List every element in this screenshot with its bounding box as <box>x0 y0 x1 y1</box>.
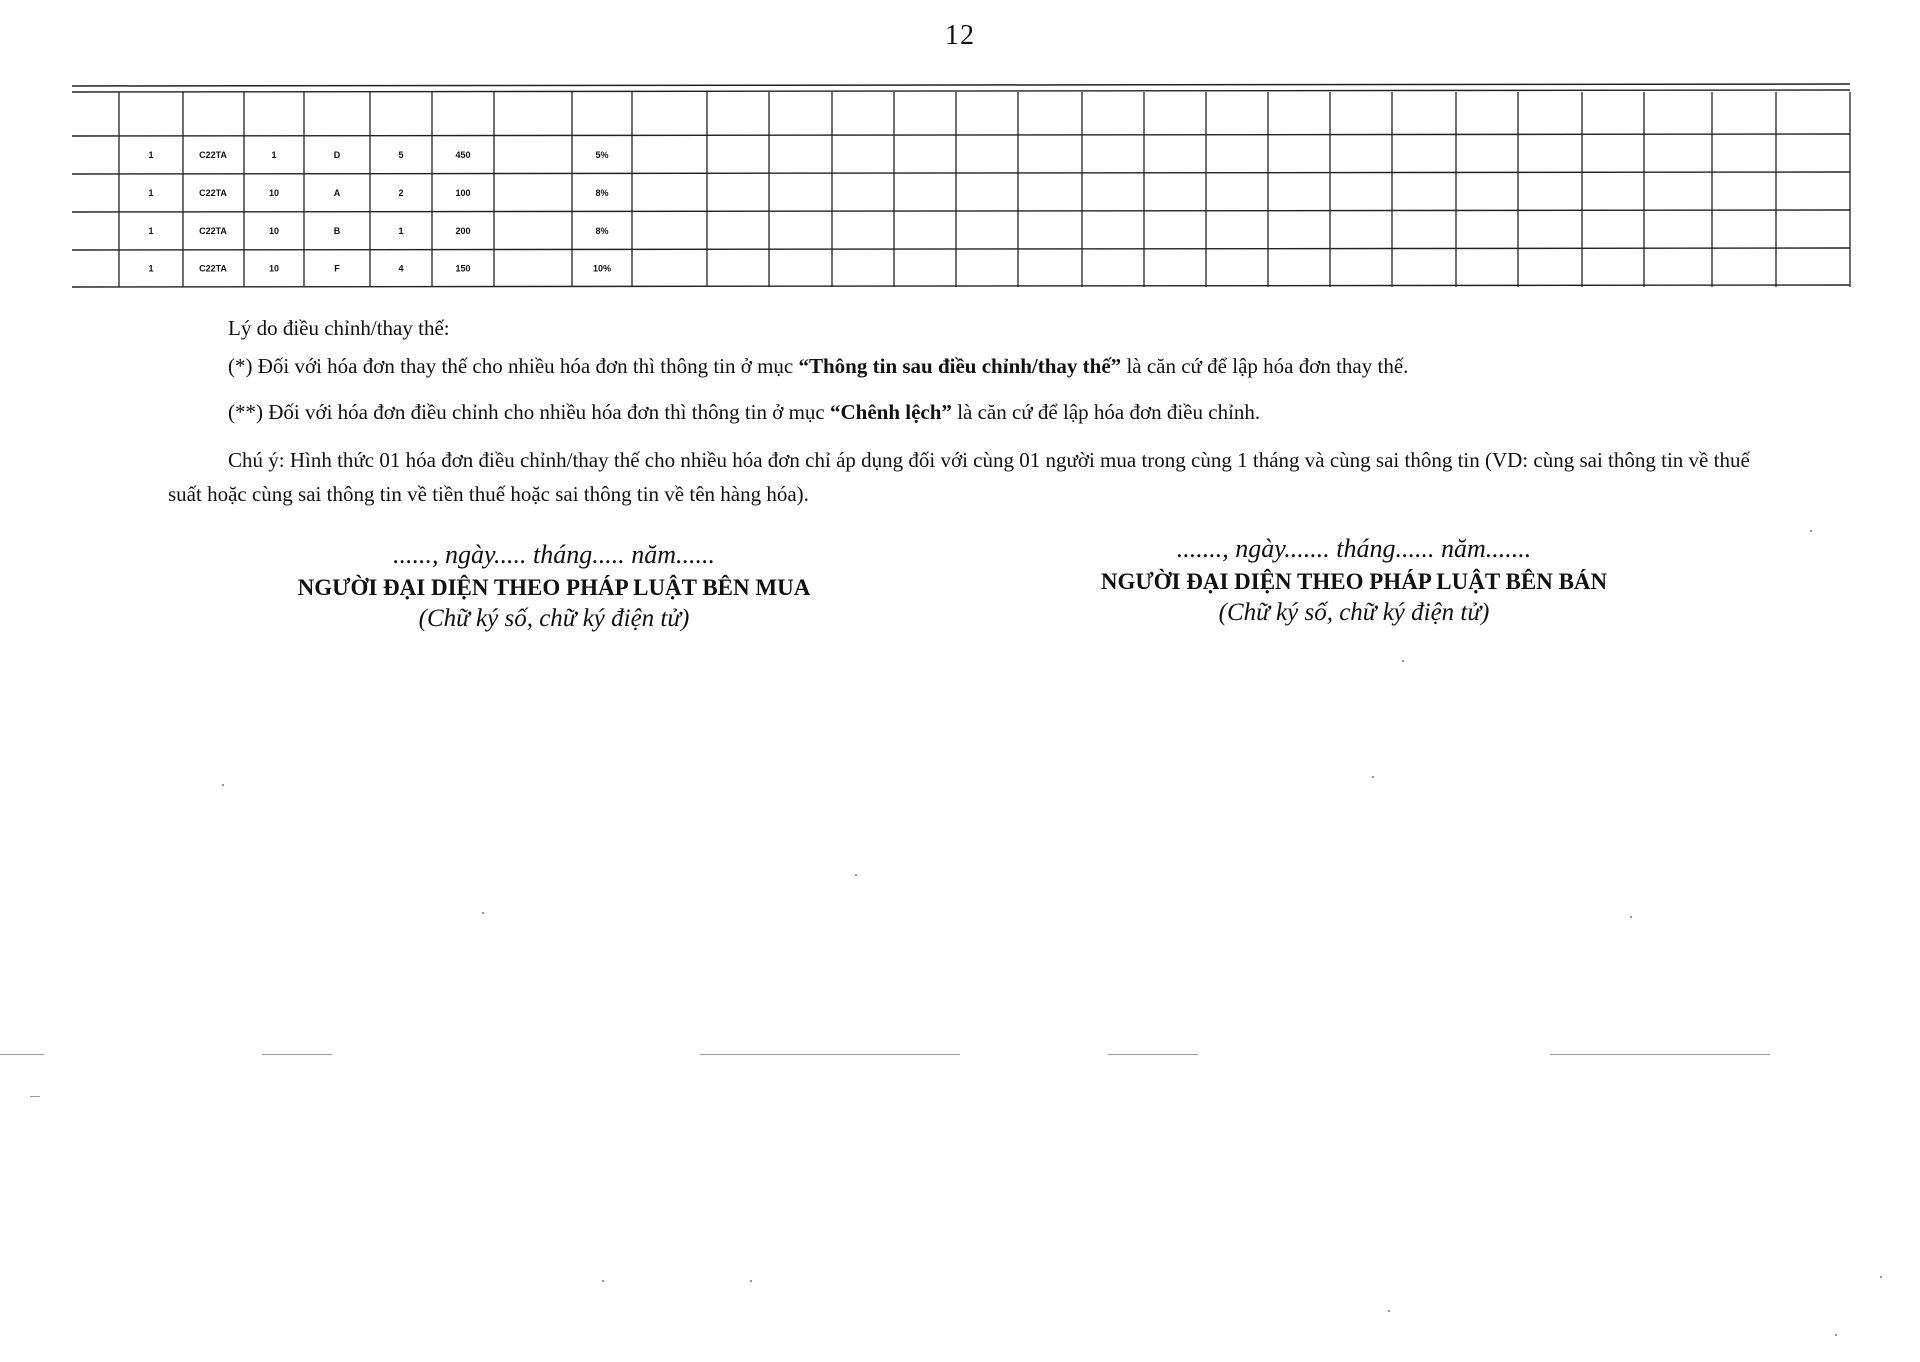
scan-artifact <box>262 1054 332 1055</box>
seller-date-line: ......., ngày....... tháng...... năm....... <box>1176 534 1532 563</box>
table-cell-c6: 150 <box>455 263 471 274</box>
scan-artifact <box>1550 1054 1770 1055</box>
seller-signature-type: (Chữ ký số, chữ ký điện tử) <box>1218 599 1490 626</box>
table-cell-c3: 10 <box>268 188 280 198</box>
scan-artifact <box>1388 1310 1390 1312</box>
table-cell-c3: 10 <box>268 226 280 236</box>
table-cell-c4: D <box>333 150 341 160</box>
table-top-border <box>72 84 1850 86</box>
scan-artifact <box>750 1280 752 1282</box>
table-cell-c1: 1 <box>148 263 154 274</box>
replacement-note-suffix: là căn cứ để lập hóa đơn thay thế. <box>1121 354 1409 378</box>
invoice-table <box>72 86 1850 288</box>
buyer-role: NGƯỜI ĐẠI DIỆN THEO PHÁP LUẬT BÊN MUA <box>297 575 811 600</box>
adjustment-note <box>228 399 1260 426</box>
table-row-line <box>72 248 1850 250</box>
table-row-line <box>72 172 1850 174</box>
table-row-line <box>72 285 1850 287</box>
scan-artifact <box>222 784 224 786</box>
buyer-signature-type: (Chữ ký số, chữ ký điện tử) <box>418 605 690 632</box>
table-cell-c4: F <box>334 263 340 274</box>
table-cell-code: C22TA <box>199 226 227 236</box>
table-cell-c3: 1 <box>271 150 277 160</box>
table-cell-c6: 100 <box>455 188 471 198</box>
adjustment-note-bold: “Chênh lệch” <box>830 400 952 424</box>
scan-artifact <box>482 912 484 914</box>
table-cell-c5: 5 <box>398 150 404 160</box>
table-cell-c4: B <box>333 226 341 236</box>
invoice-table-grid <box>72 86 1850 288</box>
replacement-note-bold: “Thông tin sau điều chỉnh/thay thế” <box>798 354 1122 378</box>
scan-artifact <box>0 1054 44 1055</box>
table-row-line <box>72 134 1850 136</box>
scan-artifact <box>855 874 857 876</box>
scan-artifact <box>602 1280 604 1282</box>
page-number: 12 <box>945 20 975 51</box>
scan-artifact <box>1810 530 1812 532</box>
table-row-line <box>72 90 1850 92</box>
scan-artifact <box>1880 1276 1882 1278</box>
table-cell-c5: 2 <box>398 188 404 198</box>
scan-artifact <box>1372 776 1374 778</box>
scan-artifact <box>1630 916 1632 918</box>
table-cell-c5: 1 <box>398 226 404 236</box>
scan-artifact <box>1108 1054 1198 1055</box>
scan-artifact <box>1835 1334 1837 1336</box>
table-cell-c1: 1 <box>148 226 154 236</box>
adjustment-reason-label: Lý do điều chỉnh/thay thế: <box>228 316 450 340</box>
table-cell-c5: 4 <box>398 263 404 274</box>
table-cell-rate: 8% <box>595 226 609 236</box>
table-cell-rate: 8% <box>595 188 609 198</box>
table-cell-code: C22TA <box>199 263 227 274</box>
scan-artifact <box>700 1054 960 1055</box>
seller-role: NGƯỜI ĐẠI DIỆN THEO PHÁP LUẬT BÊN BÁN <box>1100 569 1608 594</box>
table-cell-c1: 1 <box>148 150 154 160</box>
buyer-date-line: ......, ngày..... tháng..... năm...... <box>392 540 716 569</box>
attention-note: Chú ý: Hình thức 01 hóa đơn điều chỉnh/thay thế cho nhiều hóa đơn chỉ áp dụng đối với cùng 01 người mua trong cùng 1 tháng và cùng sai thông tin (VD: cùng sai thông tin về thuế suất hoặc cùng sai thông tin về tiền thuế hoặc sai thông tin về tên hàng hóa). <box>168 448 1750 506</box>
scan-artifact <box>30 1096 40 1097</box>
table-cell-c6: 200 <box>455 226 471 236</box>
table-cell-c3: 10 <box>268 263 280 274</box>
buyer-signature-block <box>194 540 914 634</box>
adjustment-note-prefix: (**) Đối với hóa đơn điều chỉnh cho nhiều hóa đơn thì thông tin ở mục <box>228 400 830 424</box>
table-cell-rate: 5% <box>595 150 609 160</box>
table-cell-code: C22TA <box>199 150 227 160</box>
table-cell-rate: 10% <box>592 263 612 274</box>
seller-signature-block <box>994 534 1714 628</box>
replacement-note-prefix: (*) Đối với hóa đơn thay thế cho nhiều hóa đơn thì thông tin ở mục <box>228 354 799 378</box>
table-cell-code: C22TA <box>199 188 227 198</box>
replacement-note <box>228 353 1408 380</box>
adjustment-note-suffix: là căn cứ để lập hóa đơn điều chỉnh. <box>951 400 1261 424</box>
table-cell-c6: 450 <box>455 150 471 160</box>
table-cell-c4: A <box>333 188 341 198</box>
table-row-line <box>72 210 1850 212</box>
table-cell-c1: 1 <box>148 188 154 198</box>
scan-artifact <box>1402 660 1404 662</box>
